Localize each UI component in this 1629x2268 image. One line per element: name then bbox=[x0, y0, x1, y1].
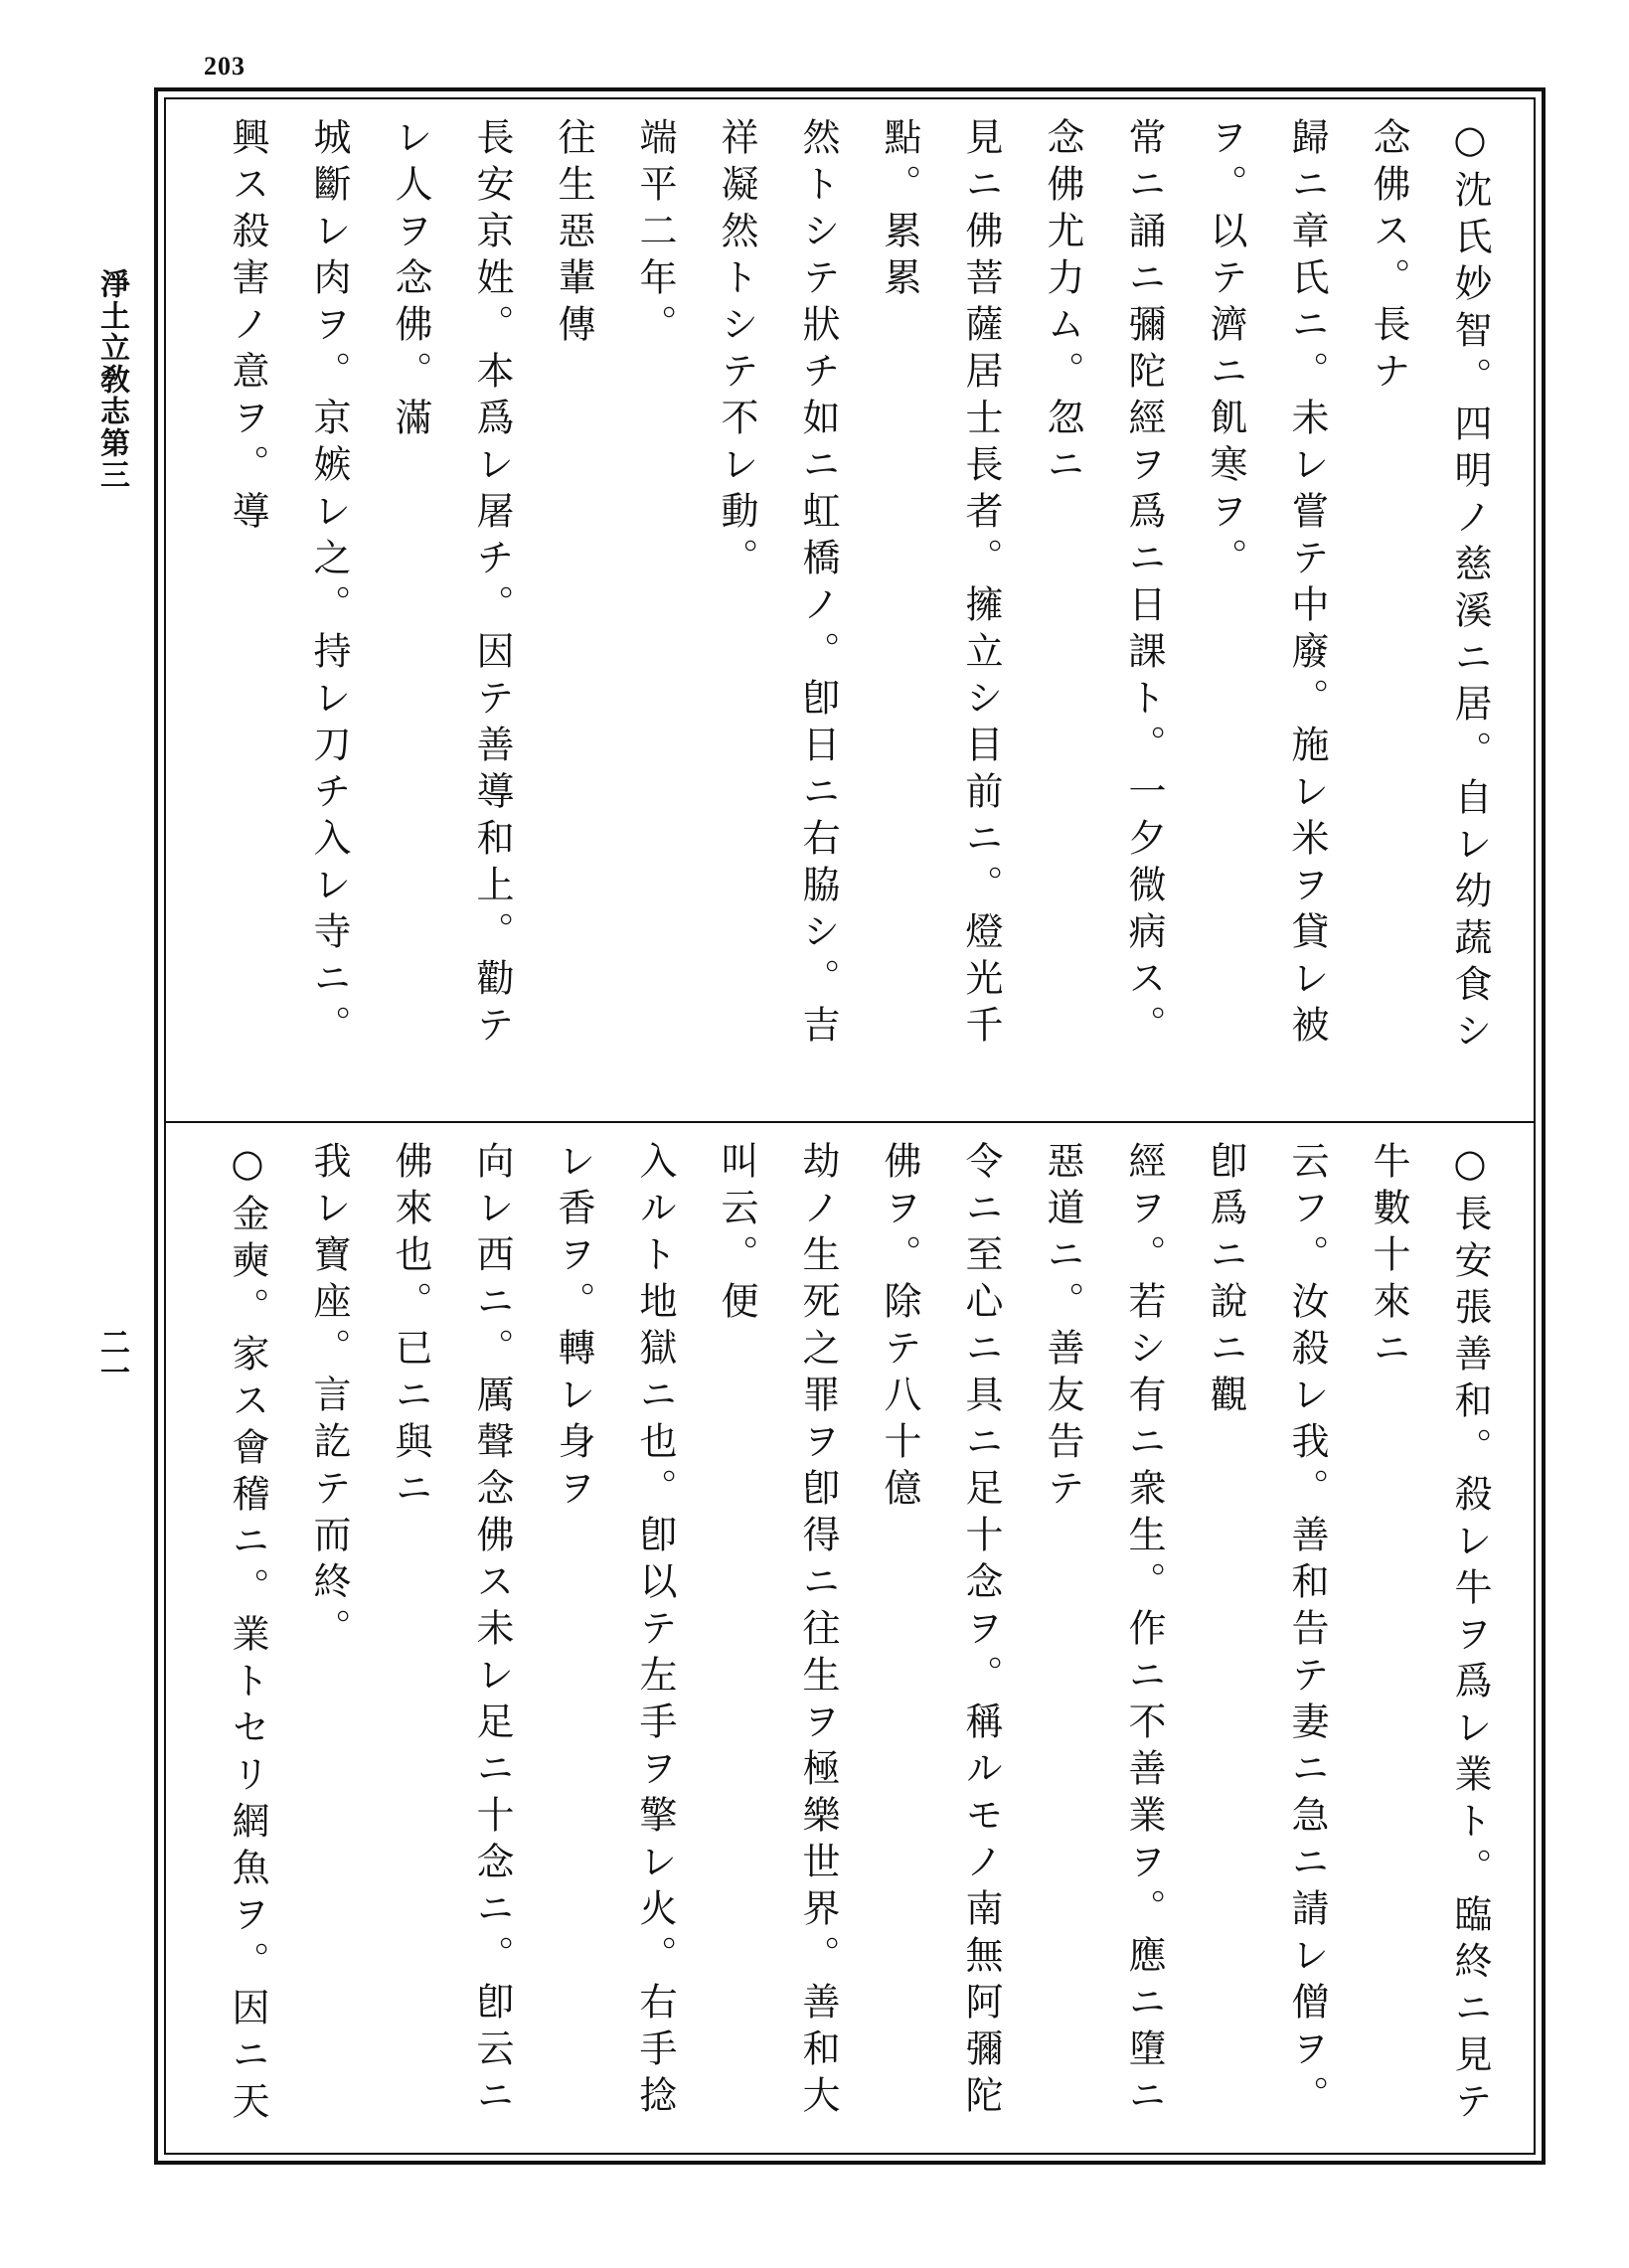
upper-text-block bbox=[199, 117, 1511, 1096]
text-column: 見ニ佛菩薩居士長者。擁立シ目前ニ。燈光千點。累累 bbox=[878, 117, 1003, 1052]
text-column: 入ルト地獄ニ也。卽以テ左手ヲ擎レ火。右手捻レ香ヲ。轉レ身ヲ bbox=[552, 1141, 677, 2122]
text-column: 長安京姓。本爲レ屠チ。因テ善導和上。勸テレ人ヲ念佛。滿 bbox=[389, 117, 514, 1052]
folio-number: 二一 bbox=[94, 1327, 129, 1386]
text-column: 端平二年。 bbox=[633, 117, 677, 351]
text-column: 經ヲ。若シ有ニ衆生。作ニ不善業ヲ。應ニ墮ニ惡道ニ。善友告テ bbox=[1041, 1141, 1166, 2122]
text-column: 向レ西ニ。厲聲念佛ス未レ足ニ十念ニ。卽云ニ佛來也。已ニ與ニ bbox=[389, 1141, 514, 2122]
page-number: 203 bbox=[204, 52, 245, 81]
text-column: 劫ノ生死之罪ヲ卽得ニ往生ヲ極樂世界。善和大叫云。便 bbox=[715, 1141, 840, 2122]
text-column: ○沈氏妙智。四明ノ慈溪ニ居。自レ幼蔬食シ念佛ス。長ナ bbox=[1367, 117, 1492, 1057]
text-column: 然トシテ狀チ如ニ虹橋ノ。卽日ニ右脇シ。吉祥凝然トシテ不レ動。 bbox=[715, 117, 840, 1052]
text-column: ○長安張善和。殺レ牛ヲ爲レ業ト。臨終ニ見テ牛數十來ニ bbox=[1367, 1141, 1492, 2128]
text-column: 云フ。汝殺レ我。善和告テ妻ニ急ニ請レ僧ヲ。卽爲ニ說ニ觀 bbox=[1204, 1141, 1329, 2122]
text-column: 令ニ至心ニ具ニ足十念ヲ。稱ルモノ南無阿彌陀佛ヲ。除テ八十億 bbox=[878, 1141, 1003, 2122]
section-heading: 往生惡輩傳 bbox=[552, 117, 595, 351]
section-divider bbox=[166, 1121, 1534, 1123]
text-column bbox=[199, 117, 207, 1096]
text-column: 常ニ誦ニ彌陀經ヲ爲ニ日課ト。一夕微病ス。念佛尤力ム。忽ニ bbox=[1041, 117, 1166, 1052]
lower-text-block bbox=[199, 1141, 1511, 2140]
text-column: 我レ寶座。言訖テ而終。 bbox=[307, 1141, 351, 1655]
running-title: 淨土立敎志第三 bbox=[94, 268, 129, 491]
text-column: 城斷レ肉ヲ。京嫉レ之。持レ刀チ入レ寺ニ。興ス殺害ノ意ヲ。導 bbox=[226, 117, 351, 1052]
text-column: ○金奭。家ス會稽ニ。業トセリ網魚ヲ。因ニ天 bbox=[226, 1141, 269, 2128]
text-column: 歸ニ章氏ニ。未レ嘗テ中廢。施レ米ヲ貸レ被ヲ。以テ濟ニ飢寒ヲ。 bbox=[1204, 117, 1329, 1052]
